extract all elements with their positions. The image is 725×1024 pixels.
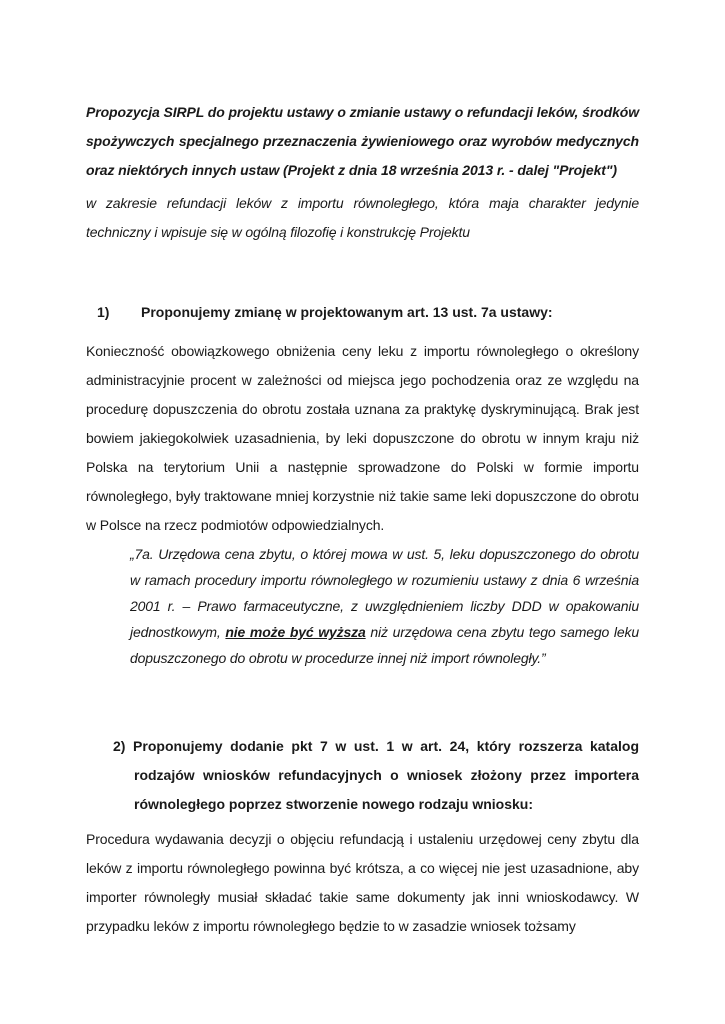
section-1-quote <box>130 541 639 671</box>
section-2-paragraph: Procedura wydawania decyzji o objęciu refundacją i ustaleniu urzędowej ceny zbytu dla leków z importu równoległego powinna być krótsza, a co więcej nie jest uzasadnione, aby importer równoległy musiał składać takie same dokumenty jak inni wnioskodawcy. W przypadku leków z importu równoległego będzie to w zasadzie wniosek tożsamy <box>86 831 639 934</box>
section-2-heading-text: 2) Proponujemy dodanie pkt 7 w ust. 1 w art. 24, który rozszerza katalog rodzajów wniosków refundacyjnych o wniosek złożony przez importera równoległego poprzez stworzenie nowego rodzaju wniosku: <box>113 738 639 812</box>
quote-text-after: niż urzędowa cena zbytu tego samego leku dopuszczonego do obrotu w procedurze innej niż import równoległy.” <box>130 624 639 666</box>
document-subtitle: w zakresie refundacji leków z importu równoległego, która maja charakter jedynie techniczny i wpisuje się w ogólną filozofię i konstrukcję Projektu <box>86 195 639 240</box>
section-1-heading <box>86 298 639 327</box>
quote-emphasis: nie może być wyższa <box>225 624 366 640</box>
section-1-heading-text: Proponujemy zmianę w projektowanym art. 13 ust. 7a ustawy: <box>141 304 553 320</box>
section-1-number: 1) <box>97 304 110 320</box>
quote-text-before: „7a. Urzędowa cena zbytu, o której mowa w ust. 5, leku dopuszczonego do obrotu w ramach procedury importu równoległego w rozumieniu ustawy z dnia 6 września 2001 r. – Prawo farmaceutyczne, z uwzględnieniem liczby DDD w opakowaniu jednostkowym, <box>130 546 639 640</box>
section-2-heading <box>113 732 639 819</box>
section-1-paragraph: Konieczność obowiązkowego obniżenia ceny leku z importu równoległego o określony administracyjnie procent w zależności od miejsca jego pochodzenia oraz ze względu na procedurę dopuszczenia do obrotu została uznana za praktykę dyskryminującą. Brak jest bowiem jakiegokolwiek uzasadnienia, by leki dopuszczone do obrotu w innym kraju niż Polska na terytorium Unii a następnie sprowadzone do Polski w formie importu równoległego, były traktowane mniej korzystnie niż takie same leki dopuszczone do obrotu w Polsce na rzecz podmiotów odpowiedzialnych. <box>86 343 639 533</box>
document-title: Propozycja SIRPL do projektu ustawy o zmianie ustawy o refundacji leków, środków spożywczych specjalnego przeznaczenia żywieniowego oraz wyrobów medycznych oraz niektórych innych ustaw (Projekt z dnia 18 września 2013 r. - dalej "Projekt") <box>86 104 639 178</box>
